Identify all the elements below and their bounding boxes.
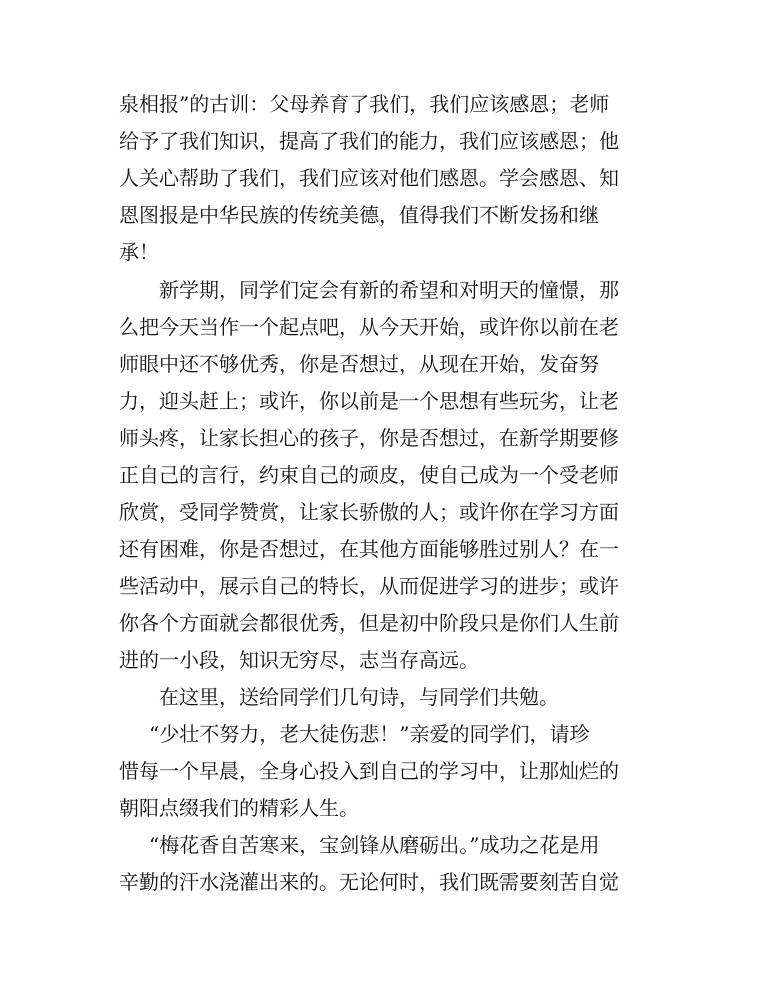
quote-line: “少壮不努力，老大徒伤悲！”亲爱的同学们，请珍 xyxy=(149,722,590,746)
paragraph-line: 你各个方面就会都很优秀，但是初中阶段只是你们人生前 xyxy=(119,611,619,635)
paragraph-line: 人关心帮助了我们，我们应该对他们感恩。学会感恩、知 xyxy=(119,166,619,190)
paragraph-line: 欣赏，受同学赞赏，让家长骄傲的人；或许你在学习方面 xyxy=(119,500,619,524)
paragraph-line: 正自己的言行，约束自己的顽皮，使自己成为一个受老师 xyxy=(119,463,619,487)
paragraph-line: 惜每一个早晨，全身心投入到自己的学习中，让那灿烂的 xyxy=(119,759,619,783)
paragraph-line: 还有困难，你是否想过，在其他方面能够胜过别人？在一 xyxy=(119,537,619,561)
paragraph-line: 给予了我们知识，提高了我们的能力，我们应该感恩；他 xyxy=(119,129,619,153)
paragraph-line: 师眼中还不够优秀，你是否想过，从现在开始，发奋努 xyxy=(119,352,599,376)
paragraph-line: 朝阳点缀我们的精彩人生。 xyxy=(119,796,359,820)
paragraph-line: 泉相报”的古训：父母养育了我们，我们应该感恩；老师 xyxy=(119,92,610,116)
paragraph-line: 些活动中，展示自己的特长，从而促进学习的进步；或许 xyxy=(119,574,619,598)
paragraph-line: 承！ xyxy=(119,240,159,264)
paragraph-line: 辛勤的汗水浇灌出来的。无论何时，我们既需要刻苦自觉 xyxy=(119,870,619,894)
paragraph-line: 进的一小段，知识无穷尽，志当存高远。 xyxy=(119,648,479,672)
quote-line: “梅花香自苦寒来，宝剑锋从磨砺出。”成功之花是用 xyxy=(149,833,600,857)
paragraph-line: 力，迎头赶上；或许，你以前是一个思想有些玩劣，让老 xyxy=(119,389,619,413)
paragraph-line: 在这里，送给同学们几句诗，与同学们共勉。 xyxy=(159,685,559,709)
paragraph-line: 新学期，同学们定会有新的希望和对明天的憧憬，那 xyxy=(159,278,619,302)
paragraph-line: 师头疼，让家长担心的孩子，你是否想过，在新学期要修 xyxy=(119,426,619,450)
paragraph-line: 么把今天当作一个起点吧，从今天开始，或许你以前在老 xyxy=(119,315,619,339)
paragraph-line: 恩图报是中华民族的传统美德，值得我们不断发扬和继 xyxy=(119,203,599,227)
